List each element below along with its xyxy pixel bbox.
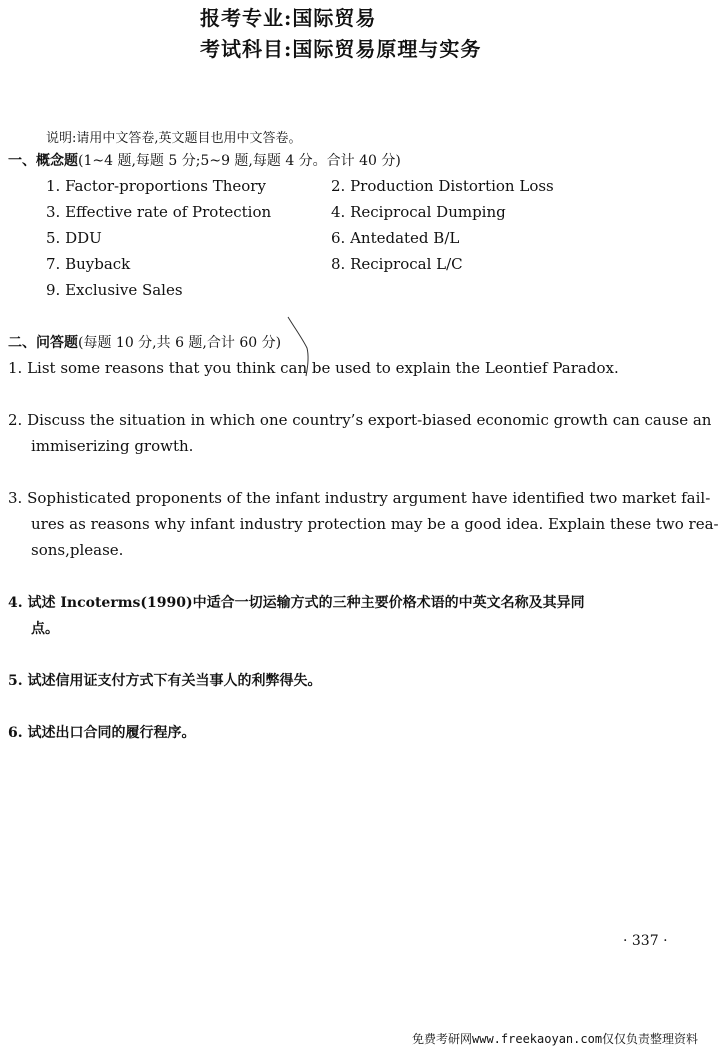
question-6 <box>8 720 196 746</box>
question-2 <box>8 407 711 459</box>
question-1 <box>8 355 619 381</box>
section2-detail: (每题 10 分,共 6 题,合计 60 分) <box>78 335 282 351</box>
term-item: 5. DDU <box>46 229 102 247</box>
section1-title: 一、概念题 <box>8 153 78 169</box>
question-4 <box>8 590 585 642</box>
page-number: · 337 · <box>623 933 668 949</box>
term-item: 6. Antedated B/L <box>331 229 460 247</box>
question-line: 5. 试述信用证支付方式下有关当事人的利弊得失。 <box>8 673 322 689</box>
section2-heading <box>8 332 281 352</box>
question-line: 1. List some reasons that you think can be used to explain the Leontief Paradox. <box>8 359 619 377</box>
term-item: 2. Production Distortion Loss <box>331 177 554 195</box>
instructions-note: 说明:请用中文答卷,英文题目也用中文答卷。 <box>46 131 302 146</box>
question-line: 2. Discuss the situation in which one country’s export-biased economic growth can cause an <box>8 411 712 429</box>
question-5 <box>8 668 322 694</box>
question-line: 6. 试述出口合同的履行程序。 <box>8 725 196 741</box>
term-item: 9. Exclusive Sales <box>46 281 183 299</box>
question-3 <box>8 485 719 563</box>
term-item: 7. Buyback <box>46 255 131 273</box>
watermark-footer: 免费考研网www.freekaoyan.com仅仅负责整理资料 <box>412 1032 699 1046</box>
term-item: 1. Factor-proportions Theory <box>46 177 266 195</box>
term-item: 4. Reciprocal Dumping <box>331 203 506 221</box>
section1-detail: (1~4 题,每题 5 分;5~9 题,每题 4 分。合计 40 分) <box>78 153 401 169</box>
exam-major-heading: 报考专业:国际贸易 <box>200 6 377 30</box>
question-line: 3. Sophisticated proponents of the infant industry argument have identified two market fail- <box>8 489 711 507</box>
question-line: 4. 试述 Incoterms(1990)中适合一切运输方式的三种主要价格术语的中英文名称及其异同 <box>8 595 585 611</box>
question-line: 点。 <box>31 621 59 637</box>
term-item: 3. Effective rate of Protection <box>46 203 272 221</box>
question-line: sons,please. <box>31 541 124 559</box>
exam-subject-heading: 考试科目:国际贸易原理与实务 <box>200 37 482 61</box>
section2-title: 二、问答题 <box>8 335 78 351</box>
term-item: 8. Reciprocal L/C <box>331 255 463 273</box>
section1-heading <box>8 150 401 170</box>
question-line: immiserizing growth. <box>31 437 194 455</box>
question-line: ures as reasons why infant industry protection may be a good idea. Explain these two rea- <box>31 515 719 533</box>
